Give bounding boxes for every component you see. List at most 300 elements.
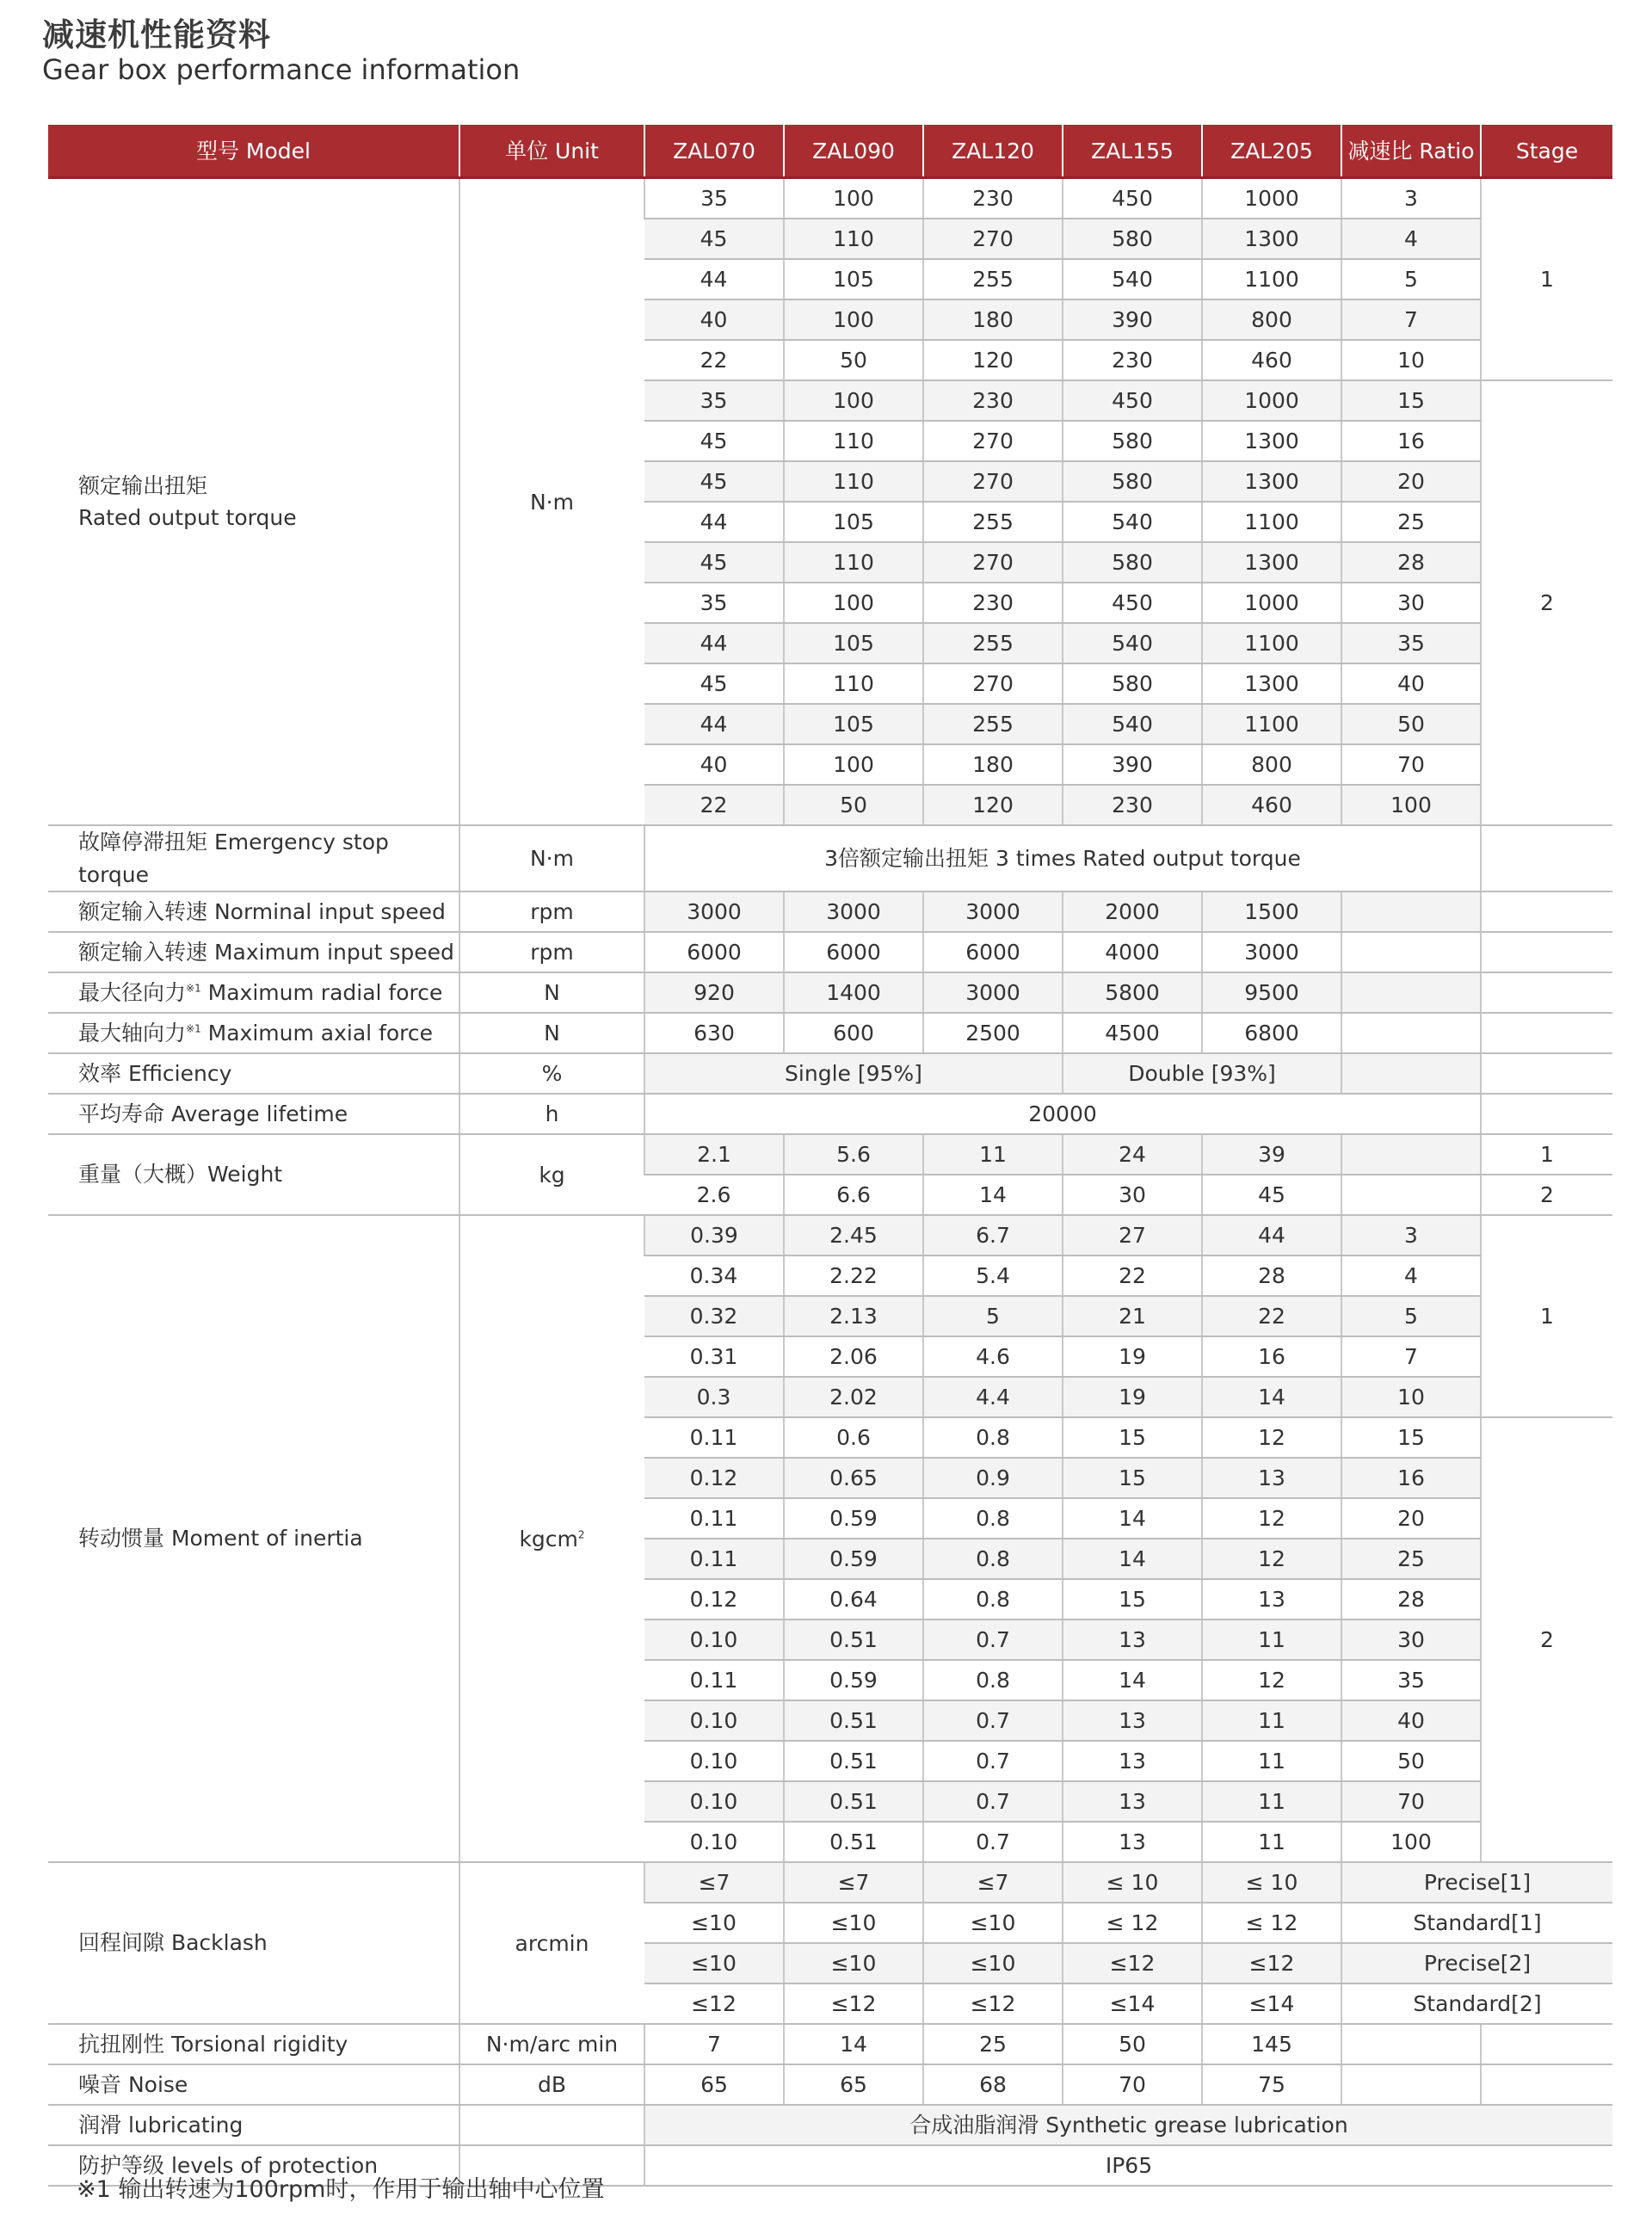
value-cell: 0.7 (923, 1781, 1063, 1822)
value-cell: 65 (784, 2064, 923, 2105)
value-cell: 460 (1202, 340, 1341, 380)
table-row (48, 1094, 1612, 1134)
stage-cell: 1 (1481, 1134, 1612, 1175)
grade-cell: Precise[1] (1341, 1862, 1612, 1903)
value-cell: 0.32 (644, 1296, 784, 1336)
value-cell: 0.34 (644, 1255, 784, 1296)
value-cell: 3000 (923, 972, 1063, 1013)
value-cell: 0.10 (644, 1619, 784, 1660)
value-cell: 65 (644, 2064, 784, 2105)
value-cell: 22 (1202, 1296, 1341, 1336)
value-cell: 230 (923, 380, 1063, 421)
ratio-cell (1341, 2024, 1481, 2064)
value-cell: ≤7 (784, 1862, 923, 1903)
col-header-zal120: ZAL120 (923, 125, 1063, 178)
value-cell: 13 (1202, 1458, 1341, 1498)
value-cell: 22 (1063, 1255, 1202, 1296)
value-cell: ≤10 (644, 1903, 784, 1943)
value-cell: ≤ 12 (1202, 1903, 1341, 1943)
value-cell: 35 (1341, 623, 1481, 663)
value-cell: ≤10 (784, 1903, 923, 1943)
value-cell: 45 (644, 219, 784, 259)
value-cell: 0.7 (923, 1822, 1063, 1862)
value-cell: 13 (1063, 1700, 1202, 1741)
value-cell: 110 (784, 461, 923, 502)
table-row (48, 825, 1612, 891)
value-cell: ≤10 (644, 1943, 784, 1983)
footnote-mark: ※1 (186, 982, 201, 995)
stage-cell (1481, 1013, 1612, 1053)
value-cell: 6000 (923, 932, 1063, 972)
value-cell: 105 (784, 704, 923, 744)
footnote: ※1 输出转速为100rpm时，作用于输出轴中心位置 (77, 2176, 605, 2203)
value-cell: 0.7 (923, 1700, 1063, 1741)
value-cell: 35 (644, 380, 784, 421)
col-header-zal070: ZAL070 (644, 125, 784, 178)
value-cell: 13 (1063, 1741, 1202, 1781)
ratio-cell (1341, 891, 1481, 932)
value-cell: 110 (784, 219, 923, 259)
value-cell: 50 (1341, 1741, 1481, 1781)
row-label-lifetime: 平均寿命 Average lifetime (48, 1094, 459, 1134)
value-cell: 25 (1341, 1539, 1481, 1579)
value-cell: 390 (1063, 299, 1202, 340)
value-cell: 75 (1202, 2064, 1341, 2105)
value-cell: 580 (1063, 421, 1202, 461)
value-cell: 50 (784, 340, 923, 380)
col-header-stage: Stage (1481, 125, 1612, 178)
value-cell: 12 (1202, 1498, 1341, 1539)
value-cell: 255 (923, 704, 1063, 744)
value-cell: 4 (1341, 219, 1481, 259)
value-cell: 110 (784, 421, 923, 461)
value-cell: 450 (1063, 178, 1202, 219)
value-cell: 0.6 (784, 1417, 923, 1458)
value-cell: 0.39 (644, 1215, 784, 1255)
value-cell: 580 (1063, 542, 1202, 583)
value-cell: 255 (923, 259, 1063, 299)
value-cell: 110 (784, 663, 923, 704)
stage-cell (1481, 825, 1612, 891)
value-cell: 0.12 (644, 1579, 784, 1619)
value-cell: 0.51 (784, 1619, 923, 1660)
value-cell-single: Single [95%] (644, 1053, 1063, 1094)
value-cell: 44 (644, 259, 784, 299)
value-cell: 14 (1063, 1498, 1202, 1539)
value-cell: 15 (1063, 1458, 1202, 1498)
value-cell: 540 (1063, 623, 1202, 663)
value-cell: 44 (644, 502, 784, 542)
value-cell: 4.4 (923, 1377, 1063, 1417)
value-cell: 6000 (784, 932, 923, 972)
value-cell: 1300 (1202, 663, 1341, 704)
value-cell: 50 (1063, 2024, 1202, 2064)
value-cell: 0.59 (784, 1660, 923, 1700)
value-cell: 12 (1202, 1539, 1341, 1579)
page-title-cn: 减速机性能资料 (42, 16, 271, 53)
value-cell: 11 (923, 1134, 1063, 1175)
row-label-efficiency: 效率 Efficiency (48, 1053, 459, 1094)
table-header-row (48, 125, 1612, 178)
value-cell: 20 (1341, 461, 1481, 502)
value-cell: 100 (784, 380, 923, 421)
value-cell: 540 (1063, 502, 1202, 542)
stage-cell: 1 (1481, 1215, 1612, 1417)
value-cell: 2500 (923, 1013, 1063, 1053)
value-cell: 0.8 (923, 1498, 1063, 1539)
value-cell: 合成油脂润滑 Synthetic grease lubrication (644, 2105, 1612, 2145)
value-cell: 2.45 (784, 1215, 923, 1255)
value-cell: 0.51 (784, 1781, 923, 1822)
value-cell: IP65 (644, 2145, 1612, 2186)
value-cell: 44 (644, 704, 784, 744)
value-cell: 5 (923, 1296, 1063, 1336)
value-cell: 5800 (1063, 972, 1202, 1013)
value-cell: 15 (1341, 1417, 1481, 1458)
value-cell: 4500 (1063, 1013, 1202, 1053)
value-cell: 3倍额定输出扭矩 3 times Rated output torque (644, 825, 1481, 891)
value-cell: 13 (1063, 1781, 1202, 1822)
value-cell: 2.13 (784, 1296, 923, 1336)
value-cell: 255 (923, 623, 1063, 663)
value-cell: 120 (923, 340, 1063, 380)
stage-cell (1481, 1053, 1612, 1094)
grade-cell: Standard[1] (1341, 1903, 1612, 1943)
value-cell: ≤12 (644, 1983, 784, 2024)
value-cell: ≤10 (923, 1903, 1063, 1943)
value-cell: 3000 (923, 891, 1063, 932)
value-cell: 28 (1202, 1255, 1341, 1296)
value-cell: 0.59 (784, 1539, 923, 1579)
value-cell: 45 (644, 663, 784, 704)
value-cell: 45 (644, 542, 784, 583)
unit-superscript: 2 (577, 1528, 585, 1541)
value-cell: 16 (1202, 1336, 1341, 1377)
value-cell: ≤12 (923, 1983, 1063, 2024)
value-cell: 230 (1063, 785, 1202, 825)
value-cell: 100 (1341, 1822, 1481, 1862)
table-row (48, 1134, 1612, 1175)
value-cell: 40 (1341, 663, 1481, 704)
table-row (48, 1013, 1612, 1053)
value-cell: 44 (1202, 1215, 1341, 1255)
value-cell: 0.9 (923, 1458, 1063, 1498)
unit-cell: % (459, 1053, 644, 1094)
value-cell: 3000 (784, 891, 923, 932)
value-cell: 22 (644, 340, 784, 380)
value-cell: ≤12 (1063, 1943, 1202, 1983)
row-label-noise: 噪音 Noise (48, 2064, 459, 2105)
value-cell: 6800 (1202, 1013, 1341, 1053)
value-cell: 4.6 (923, 1336, 1063, 1377)
value-cell: 4000 (1063, 932, 1202, 972)
value-cell: 270 (923, 663, 1063, 704)
value-cell: ≤14 (1063, 1983, 1202, 2024)
col-header-zal155: ZAL155 (1063, 125, 1202, 178)
table-row (48, 972, 1612, 1013)
value-cell: 0.3 (644, 1377, 784, 1417)
value-cell: 3 (1341, 178, 1481, 219)
value-cell: 580 (1063, 663, 1202, 704)
value-cell: 7 (644, 2024, 784, 2064)
value-cell: 0.51 (784, 1741, 923, 1781)
value-cell: 0.51 (784, 1700, 923, 1741)
value-cell: 5.6 (784, 1134, 923, 1175)
value-cell: 28 (1341, 1579, 1481, 1619)
value-cell: 0.64 (784, 1579, 923, 1619)
value-cell: 0.10 (644, 1700, 784, 1741)
value-cell: 0.8 (923, 1579, 1063, 1619)
unit-cell: rpm (459, 932, 644, 972)
value-cell: 20000 (644, 1094, 1481, 1134)
value-cell: 11 (1202, 1619, 1341, 1660)
value-cell: 45 (1202, 1175, 1341, 1215)
value-cell: 230 (923, 178, 1063, 219)
value-cell: 3000 (1202, 932, 1341, 972)
value-cell: 0.8 (923, 1417, 1063, 1458)
value-cell: 1300 (1202, 461, 1341, 502)
stage-cell (1481, 2064, 1612, 2105)
ratio-cell (1341, 1134, 1481, 1175)
value-cell: 2000 (1063, 891, 1202, 932)
value-cell: 1300 (1202, 421, 1341, 461)
value-cell: 15 (1063, 1417, 1202, 1458)
value-cell: 450 (1063, 583, 1202, 623)
row-label-en: Maximum radial force (200, 979, 443, 1005)
value-cell: 920 (644, 972, 784, 1013)
value-cell: 450 (1063, 380, 1202, 421)
value-cell: 2.02 (784, 1377, 923, 1417)
value-cell: 50 (784, 785, 923, 825)
row-label-cn: 额定输出扭矩 (78, 472, 208, 498)
value-cell: 120 (923, 785, 1063, 825)
grade-cell: Standard[2] (1341, 1983, 1612, 2024)
value-cell: 70 (1341, 1781, 1481, 1822)
value-cell: 6.6 (784, 1175, 923, 1215)
value-cell: 1100 (1202, 704, 1341, 744)
value-cell: 180 (923, 299, 1063, 340)
value-cell: ≤7 (923, 1862, 1063, 1903)
row-label-rigidity: 抗扭刚性 Torsional rigidity (48, 2024, 459, 2064)
value-cell: 35 (644, 583, 784, 623)
row-label-en: Maximum axial force (200, 1020, 434, 1046)
value-cell: 105 (784, 502, 923, 542)
value-cell: 0.11 (644, 1660, 784, 1700)
value-cell: 39 (1202, 1134, 1341, 1175)
table-row (48, 178, 1612, 219)
value-cell: 14 (1063, 1660, 1202, 1700)
value-cell: 1500 (1202, 891, 1341, 932)
value-cell: 19 (1063, 1377, 1202, 1417)
ratio-cell (1341, 972, 1481, 1013)
value-cell: 1000 (1202, 178, 1341, 219)
value-cell: 0.11 (644, 1417, 784, 1458)
value-cell: 180 (923, 744, 1063, 785)
value-cell: 9500 (1202, 972, 1341, 1013)
row-label-weight: 重量（大概）Weight (48, 1134, 459, 1215)
value-cell: 800 (1202, 744, 1341, 785)
table-row (48, 2024, 1612, 2064)
row-label-nominal-speed: 额定输入转速 Norminal input speed (48, 891, 459, 932)
unit-cell: N·m/arc min (459, 2024, 644, 2064)
value-cell: ≤10 (923, 1943, 1063, 1983)
value-cell: 270 (923, 219, 1063, 259)
value-cell: 30 (1341, 1619, 1481, 1660)
value-cell: 100 (784, 178, 923, 219)
value-cell: 630 (644, 1013, 784, 1053)
value-cell: 13 (1063, 1822, 1202, 1862)
value-cell: 11 (1202, 1781, 1341, 1822)
value-cell: ≤10 (784, 1943, 923, 1983)
unit-cell: N (459, 972, 644, 1013)
value-cell: 22 (644, 785, 784, 825)
unit-cell: N·m (459, 178, 644, 826)
row-label-lubricating: 润滑 lubricating (48, 2105, 459, 2145)
ratio-cell (1341, 2064, 1481, 2105)
row-label-estop: 故障停滞扭矩 Emergency stop torque (48, 825, 459, 891)
col-header-zal205: ZAL205 (1202, 125, 1341, 178)
value-cell: 100 (784, 583, 923, 623)
value-cell: 7 (1341, 299, 1481, 340)
value-cell: 30 (1341, 583, 1481, 623)
value-cell: ≤12 (784, 1983, 923, 2024)
value-cell-double: Double [93%] (1063, 1053, 1341, 1094)
value-cell: ≤ 12 (1063, 1903, 1202, 1943)
value-cell: 6.7 (923, 1215, 1063, 1255)
value-cell: 1100 (1202, 259, 1341, 299)
value-cell: 255 (923, 502, 1063, 542)
value-cell: 15 (1063, 1579, 1202, 1619)
unit-cell (459, 1215, 644, 1862)
row-label-radial-force (48, 972, 459, 1013)
value-cell: 5 (1341, 1296, 1481, 1336)
value-cell: 2.1 (644, 1134, 784, 1175)
unit-text: kgcm (519, 1526, 578, 1552)
value-cell: 16 (1341, 1458, 1481, 1498)
value-cell: 45 (644, 461, 784, 502)
unit-cell (459, 2105, 644, 2145)
value-cell: 40 (1341, 1700, 1481, 1741)
row-label-max-speed: 额定输入转速 Maximum input speed (48, 932, 459, 972)
table-row (48, 1862, 1612, 1903)
value-cell: 14 (784, 2024, 923, 2064)
value-cell: 2.22 (784, 1255, 923, 1296)
value-cell: 0.7 (923, 1619, 1063, 1660)
value-cell: 3 (1341, 1215, 1481, 1255)
value-cell: 24 (1063, 1134, 1202, 1175)
table-row (48, 1215, 1612, 1255)
value-cell: 0.59 (784, 1498, 923, 1539)
ratio-cell (1341, 932, 1481, 972)
value-cell: 0.11 (644, 1539, 784, 1579)
value-cell: 0.11 (644, 1498, 784, 1539)
value-cell: 45 (644, 421, 784, 461)
value-cell: 230 (1063, 340, 1202, 380)
value-cell: 2.6 (644, 1175, 784, 1215)
value-cell: 270 (923, 542, 1063, 583)
value-cell: 270 (923, 421, 1063, 461)
value-cell: 7 (1341, 1336, 1481, 1377)
value-cell: 6000 (644, 932, 784, 972)
value-cell: ≤ 10 (1202, 1862, 1341, 1903)
value-cell: 35 (644, 178, 784, 219)
value-cell: 10 (1341, 340, 1481, 380)
value-cell: 40 (644, 299, 784, 340)
row-label-cn: 最大轴向力 (78, 1020, 187, 1046)
value-cell: 14 (1063, 1539, 1202, 1579)
col-header-ratio: 减速比 Ratio (1341, 125, 1481, 178)
value-cell: 0.10 (644, 1741, 784, 1781)
value-cell: 0.51 (784, 1822, 923, 1862)
value-cell: 10 (1341, 1377, 1481, 1417)
value-cell: 13 (1202, 1579, 1341, 1619)
stage-cell (1481, 1094, 1612, 1134)
row-label-inertia: 转动惯量 Moment of inertia (48, 1215, 459, 1862)
value-cell: 70 (1063, 2064, 1202, 2105)
value-cell: 270 (923, 461, 1063, 502)
value-cell: 11 (1202, 1822, 1341, 1862)
value-cell: 0.7 (923, 1741, 1063, 1781)
value-cell: 12 (1202, 1660, 1341, 1700)
value-cell: 0.10 (644, 1822, 784, 1862)
value-cell: 14 (1202, 1377, 1341, 1417)
col-header-zal090: ZAL090 (784, 125, 923, 178)
stage-cell: 2 (1481, 1417, 1612, 1862)
value-cell: 0.65 (784, 1458, 923, 1498)
value-cell: 540 (1063, 259, 1202, 299)
row-label-en: Rated output torque (78, 505, 297, 530)
value-cell: 4 (1341, 1255, 1481, 1296)
value-cell: 1100 (1202, 623, 1341, 663)
value-cell: 28 (1341, 542, 1481, 583)
value-cell: 11 (1202, 1741, 1341, 1781)
value-cell: 105 (784, 259, 923, 299)
value-cell: 27 (1063, 1215, 1202, 1255)
value-cell: 145 (1202, 2024, 1341, 2064)
value-cell: 5 (1341, 259, 1481, 299)
unit-cell: dB (459, 2064, 644, 2105)
stage-cell (1481, 891, 1612, 932)
unit-cell: rpm (459, 891, 644, 932)
value-cell: 3000 (644, 891, 784, 932)
value-cell: 19 (1063, 1336, 1202, 1377)
col-header-model: 型号 Model (48, 125, 459, 178)
stage-cell (1481, 972, 1612, 1013)
ratio-cell (1341, 1013, 1481, 1053)
value-cell: 1000 (1202, 583, 1341, 623)
stage-cell: 2 (1481, 1175, 1612, 1215)
value-cell: ≤7 (644, 1862, 784, 1903)
unit-cell: N (459, 1013, 644, 1053)
stage-cell (1481, 2024, 1612, 2064)
value-cell: 540 (1063, 704, 1202, 744)
row-label-cn: 最大径向力 (78, 979, 187, 1005)
value-cell: 580 (1063, 461, 1202, 502)
value-cell: 110 (784, 542, 923, 583)
value-cell: 460 (1202, 785, 1341, 825)
table-row (48, 2105, 1612, 2145)
value-cell: 0.8 (923, 1660, 1063, 1700)
table-row (48, 932, 1612, 972)
value-cell: 5.4 (923, 1255, 1063, 1296)
value-cell: 600 (784, 1013, 923, 1053)
value-cell: ≤ 10 (1063, 1862, 1202, 1903)
value-cell: 0.8 (923, 1539, 1063, 1579)
unit-cell: h (459, 1094, 644, 1134)
value-cell: 1400 (784, 972, 923, 1013)
value-cell: 15 (1341, 380, 1481, 421)
table-row (48, 891, 1612, 932)
